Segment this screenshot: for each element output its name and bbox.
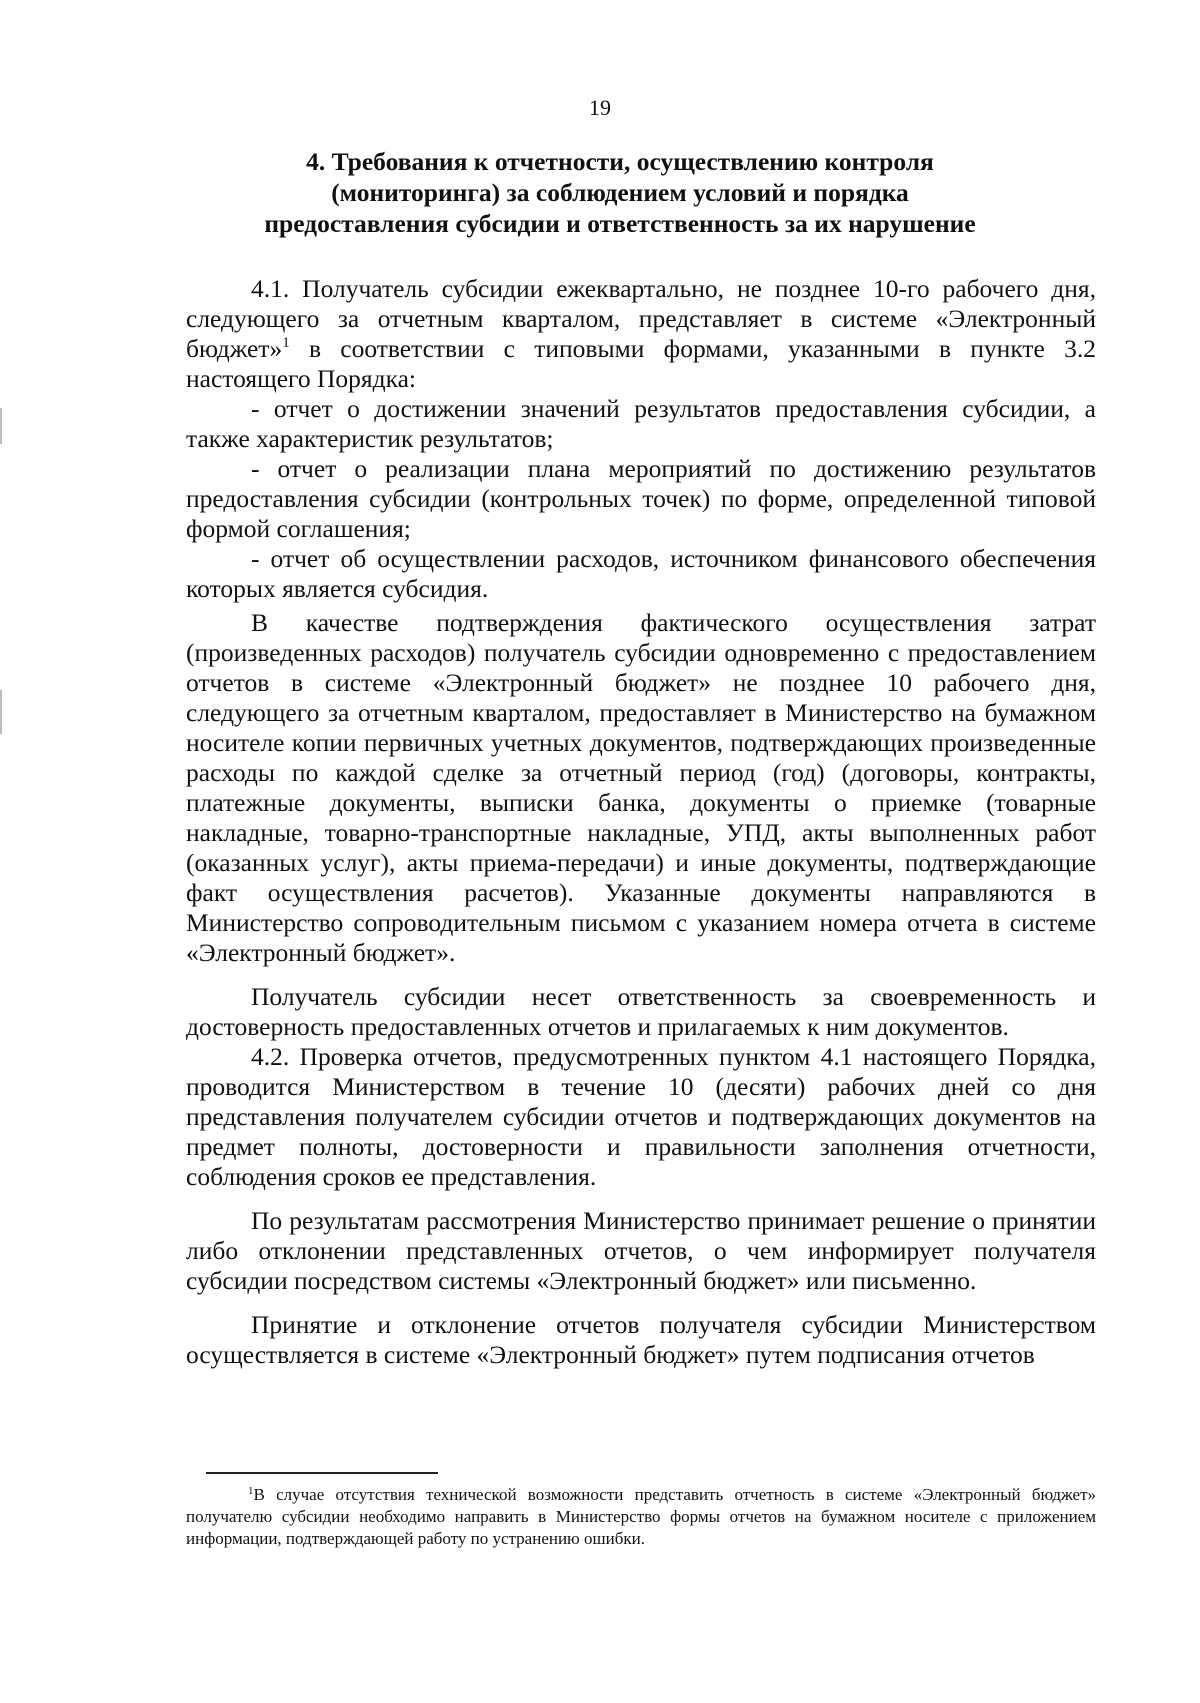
list-item-report: - отчет о реализации плана мероприятий по достижению результатов предоставления субсидии (контрольных точек) по форме, определенной типовой формой соглашения; <box>186 454 1096 543</box>
footnote-reference: 1 <box>282 335 290 351</box>
footnote-divider <box>206 1472 438 1474</box>
paragraph-4-1 <box>186 274 1096 394</box>
section-heading-line: 4. Требования к отчетности, осуществлению контроля <box>306 147 934 176</box>
paragraph: Принятие и отклонение отчетов получателя субсидии Министерством осуществляется в системе «Электронный бюджет» путем подписания отчетов <box>186 1310 1096 1369</box>
paragraph: По результатам рассмотрения Министерство принимает решение о принятии либо отклонении представленных отчетов, о чем информирует получателя субсидии посредством системы «Электронный бюджет» или письменно. <box>186 1206 1096 1295</box>
section-heading-line: (мониторинга) за соблюдением условий и порядка <box>331 178 909 207</box>
footnote-paragraph <box>186 1484 1096 1550</box>
document-body <box>186 274 1096 1370</box>
footnote-mark: 1 <box>248 1485 254 1497</box>
paragraph-text: 4.1. Получатель субсидии ежеквартально, не позднее 10-го рабочего дня, следующего за отчетным кварталом, представляет в системе «Электронный бюджет» <box>186 274 1096 363</box>
scan-edge-mark <box>0 690 2 734</box>
paragraph: Получатель субсидии несет ответственность за своевременность и достоверность предоставленных отчетов и прилагаемых к ним документов. <box>186 982 1096 1041</box>
footnote-text: В случае отсутствия технической возможности представить отчетность в системе «Электронный бюджет» получателю субсидии необходимо направить в Министерство формы отчетов на бумажном носителе с приложением информации, подтверждающей работу по устранению ошибки. <box>186 1485 1096 1548</box>
paragraph-4-2: 4.2. Проверка отчетов, предусмотренных пунктом 4.1 настоящего Порядка, проводится Министерством в течение 10 (десяти) рабочих дней со дня представления получателем субсидии отчетов и подтверждающих документов на предмет полноты, достоверности и правильности заполнения отчетности, соблюдения сроков ее представления. <box>186 1042 1096 1191</box>
scan-edge-mark <box>0 408 2 444</box>
paragraph-text: в соответствии с типовыми формами, указанными в пункте 3.2 настоящего Порядка: <box>186 334 1096 393</box>
section-heading-line: предоставления субсидии и ответственность за их нарушение <box>264 209 976 238</box>
footnote <box>186 1484 1096 1550</box>
paragraph: В качестве подтверждения фактического осуществления затрат (произведенных расходов) получатель субсидии одновременно с предоставлением отчетов в системе «Электронный бюджет» не позднее 10 рабочего дня, следующего за отчетным кварталом, предоставляет в Министерство на бумажном носителе копии первичных учетных документов, подтверждающих произведенные расходы по каждой сделке за отчетный период (год) (договоры, контракты, платежные документы, выписки банка, документы о приемке (товарные накладные, товарно-транспортные накладные, УПД, акты выполненных работ (оказанных услуг), акты приема-передачи) и иные документы, подтверждающие факт осуществления расчетов). Указанные документы направляются в Министерство сопроводительным письмом с указанием номера отчета в системе «Электронный бюджет». <box>186 608 1096 967</box>
page-number: 19 <box>589 95 611 120</box>
list-item-report: - отчет об осуществлении расходов, источником финансового обеспечения которых является субсидия. <box>186 544 1096 603</box>
list-item-report: - отчет о достижении значений результатов предоставления субсидии, а также характеристик результатов; <box>186 394 1096 453</box>
section-heading <box>190 146 1050 239</box>
